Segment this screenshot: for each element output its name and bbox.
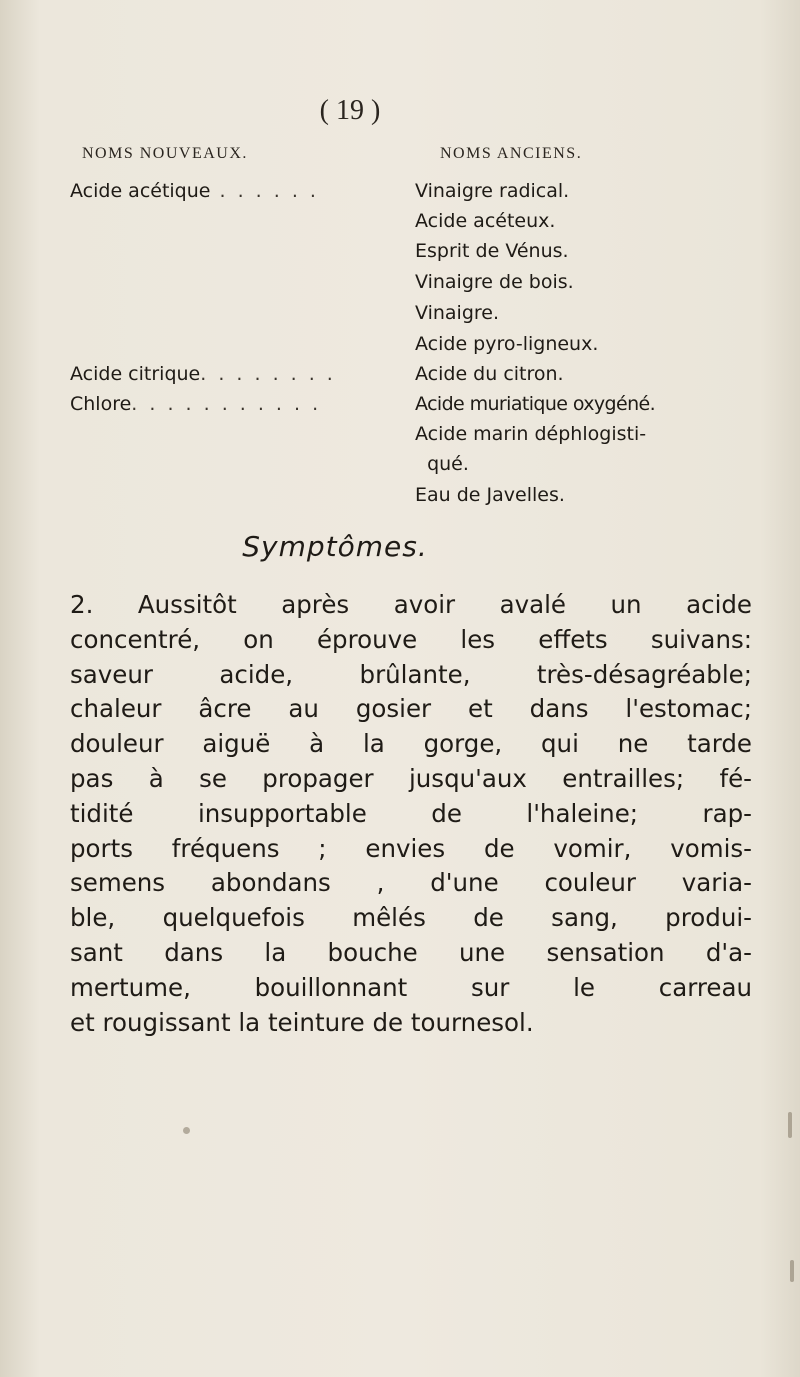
old-name: Acide pyro-ligneux. — [415, 333, 599, 355]
paragraph-line: saveur acide, brûlante, très-désagréable; — [70, 659, 752, 689]
leader-dots: . . . . . . . . . . . — [131, 393, 322, 415]
paper-speck — [788, 1112, 792, 1138]
nomenclature-row — [0, 423, 800, 453]
new-name — [70, 393, 412, 415]
new-name-text: Acide acétique — [70, 180, 211, 202]
paragraph-line: pas à se propager jusqu'aux entrailles; fé- — [70, 763, 752, 793]
nomenclature-row — [0, 363, 800, 393]
paragraph-line: sant dans la bouche une sensation d'a- — [70, 937, 752, 967]
nomenclature-row — [0, 333, 800, 363]
new-name-text: Chlore — [70, 393, 132, 415]
header-old-names: NOMS ANCIENS. — [440, 145, 583, 162]
new-name-text: Acide citrique — [70, 363, 201, 385]
paper-speck — [790, 1260, 794, 1282]
new-name — [70, 180, 412, 202]
leader-dots: . . . . . . . . — [200, 363, 336, 385]
paragraph-line: tidité insupportable de l'haleine; rap- — [70, 798, 752, 828]
nomenclature-row — [0, 180, 800, 210]
paragraph-line: 2. Aussitôt après avoir avalé un acide — [70, 590, 752, 619]
paragraph-line: concentré, on éprouve les effets suivans: — [70, 624, 752, 654]
nomenclature-row — [0, 210, 800, 240]
paragraph-line: ble, quelquefois mêlés de sang, produi- — [70, 903, 752, 933]
old-name: Acide acéteux. — [415, 210, 556, 232]
header-new-names: NOMS NOUVEAUX. — [82, 145, 248, 162]
paragraph-line: et rougissant la teinture de tournesol. — [70, 1007, 534, 1037]
paragraph-line: semens abondans , d'une couleur varia- — [70, 868, 752, 898]
body-paragraph — [70, 588, 752, 1040]
paragraph-line: douleur aiguë à la gorge, qui ne tarde — [70, 729, 752, 759]
nomenclature-row — [0, 302, 800, 332]
old-name: Acide du citron. — [415, 363, 564, 385]
old-name: Vinaigre. — [415, 302, 500, 324]
old-name: Vinaigre de bois. — [415, 271, 574, 293]
new-name — [70, 363, 412, 385]
paragraph-line: ports fréquens ; envies de vomir, vomis- — [70, 833, 752, 863]
nomenclature-row — [0, 271, 800, 301]
nomenclature-row — [0, 484, 800, 514]
old-name: Eau de Javelles. — [415, 484, 565, 506]
old-name: Vinaigre radical. — [415, 180, 570, 202]
leader-dots: . . . . . . — [210, 180, 319, 202]
paragraph-line: chaleur âcre au gosier et dans l'estomac; — [70, 694, 752, 724]
nomenclature-row — [0, 393, 800, 423]
old-name: Acide muriatique oxygéné. — [415, 393, 656, 415]
old-name: Acide marin déphlogisti- — [415, 423, 647, 445]
nomenclature-row — [0, 453, 800, 483]
nomenclature-row — [0, 240, 800, 270]
section-title: Symptômes. — [242, 530, 428, 563]
old-name: qué. — [415, 453, 469, 475]
paper-speck — [183, 1127, 190, 1134]
page-number: ( 19 ) — [319, 95, 381, 126]
old-name: Esprit de Vénus. — [415, 240, 569, 262]
paragraph-line: mertume, bouillonnant sur le carreau — [70, 972, 752, 1002]
